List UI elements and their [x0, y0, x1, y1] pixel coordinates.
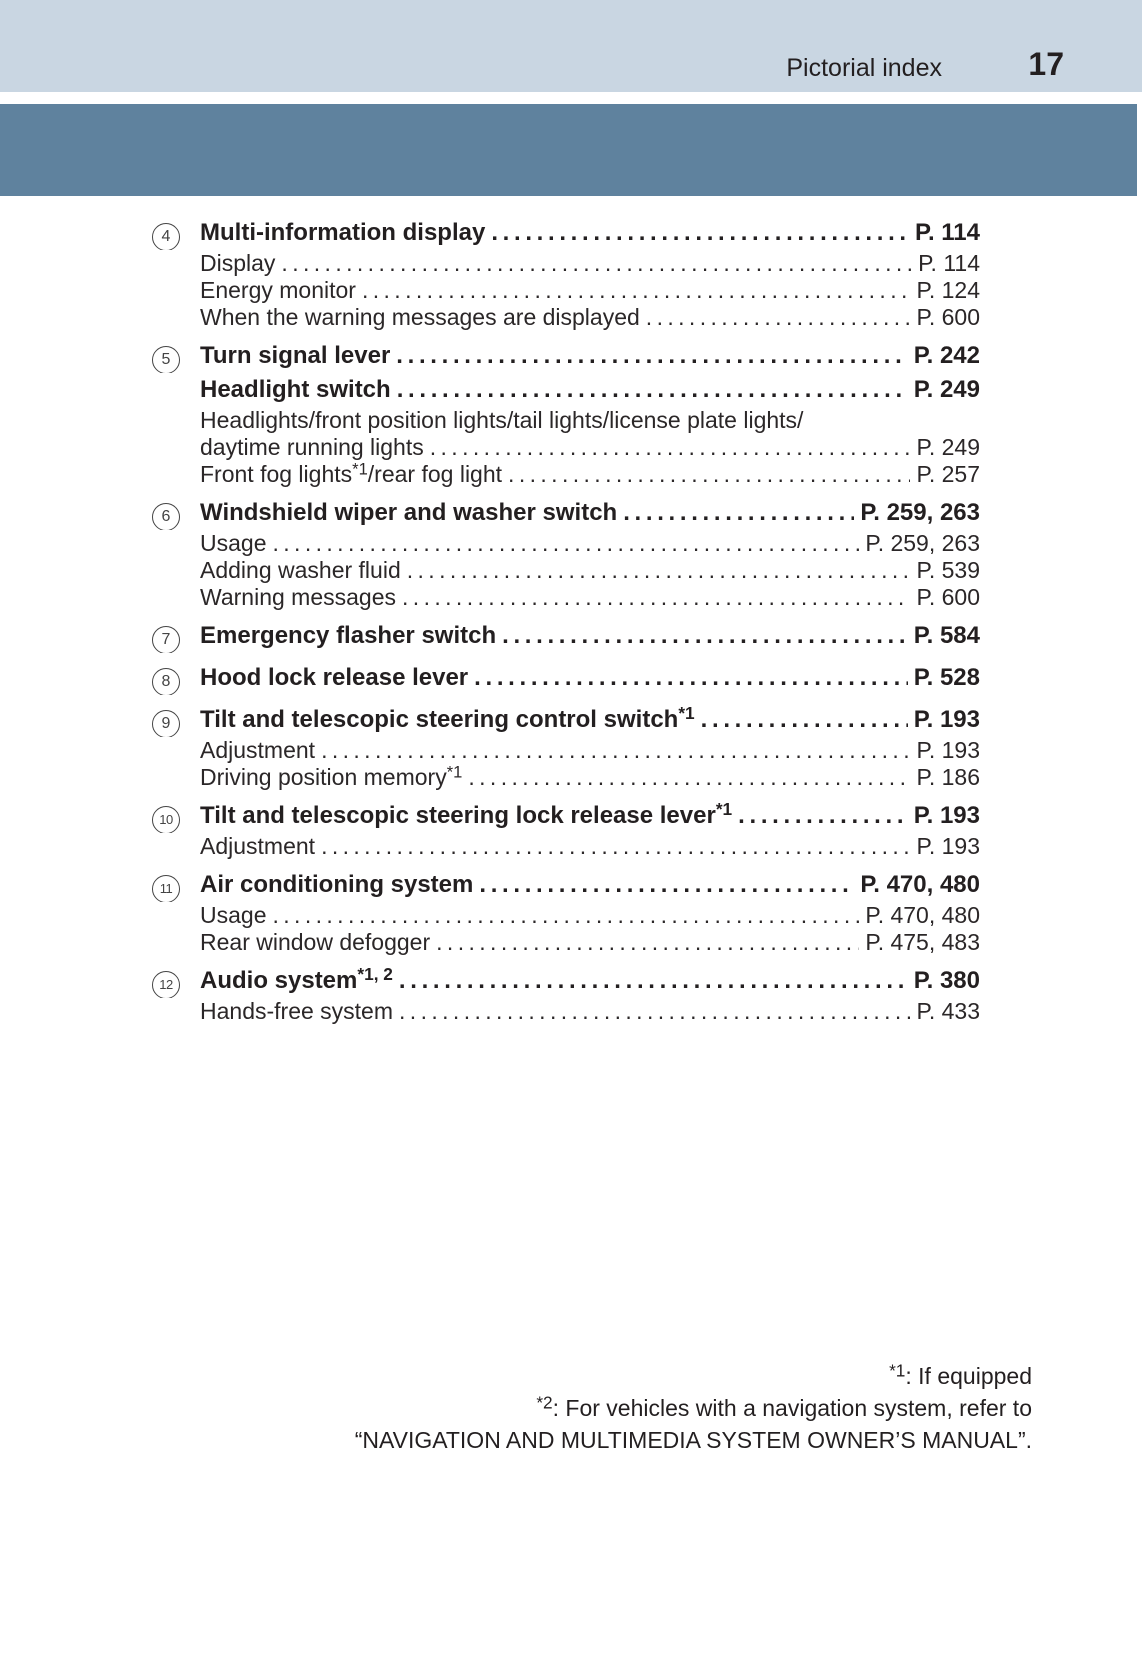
page-reference[interactable]: P. 259, 263 [865, 530, 980, 556]
sub-entry-label: Warning messages [200, 584, 397, 610]
sub-entry-label: Rear window defogger [200, 929, 431, 955]
callout-number-9: 9 [152, 710, 180, 737]
sub-entry-label: Adding washer fluid [200, 557, 401, 583]
footnote-2: $^{*2}$: For vehicles with a navigation system, refer to [536, 1392, 1032, 1421]
dot-leader [272, 530, 859, 557]
sub-entry[interactable] [152, 277, 980, 304]
index-entry[interactable] [152, 799, 980, 833]
page-reference[interactable]: P. 257 [916, 461, 980, 487]
dot-leader [502, 619, 908, 653]
page-reference[interactable]: P. 470, 480 [865, 902, 980, 928]
sub-entry[interactable] [152, 557, 980, 584]
sub-entry-label: Front fog lights$^{*1}$/rear fog light [200, 461, 503, 487]
index-entry[interactable] [152, 964, 980, 998]
dot-leader [646, 304, 911, 331]
page-reference[interactable]: P. 259, 263 [860, 499, 980, 526]
page-reference[interactable]: P. 114 [915, 219, 980, 246]
entry-title: Hood lock release lever [200, 664, 469, 691]
entry-title: Headlight switch [200, 376, 391, 403]
dot-leader [281, 250, 912, 277]
dot-leader [491, 216, 909, 250]
page-reference[interactable]: P. 600 [916, 304, 980, 330]
page-reference[interactable]: P. 114 [918, 250, 980, 276]
page-number: 17 [1028, 46, 1064, 82]
page-reference[interactable]: P. 124 [916, 277, 980, 303]
page-reference[interactable]: P. 186 [916, 764, 980, 790]
index-group-8 [152, 661, 980, 695]
sub-entry[interactable] [152, 461, 980, 488]
index-entry[interactable] [152, 339, 980, 373]
dot-leader [407, 557, 911, 584]
entry-title: Windshield wiper and washer switch [200, 499, 618, 526]
index-entry[interactable] [152, 661, 980, 695]
sub-entry-label: daytime running lights [200, 434, 424, 460]
dot-leader [362, 277, 911, 304]
sub-entry[interactable] [152, 250, 980, 277]
dot-leader [738, 799, 908, 833]
sub-entry-label: Driving position memory$^{*1}$ [200, 764, 463, 790]
sub-entry[interactable] [152, 929, 980, 956]
page-reference[interactable]: P. 433 [916, 998, 980, 1024]
sub-entry-line [152, 407, 980, 434]
dot-leader [396, 339, 907, 373]
dot-leader [321, 737, 910, 764]
sub-entry-label: Display [200, 250, 276, 276]
footnote-marker: *1, 2 [357, 964, 393, 985]
page-reference[interactable]: P. 528 [913, 664, 980, 691]
footnote-marker: *1 [678, 703, 695, 724]
page-reference[interactable]: P. 249 [916, 434, 980, 460]
dot-leader [399, 964, 908, 998]
dot-leader [623, 496, 854, 530]
entry-title: Emergency flasher switch [200, 622, 497, 649]
entry-title: Tilt and telescopic steering lock release lever$^{*1}$ [200, 799, 733, 829]
page-reference[interactable]: P. 539 [916, 557, 980, 583]
sub-entry-label: When the warning messages are displayed [200, 304, 640, 330]
dot-leader [468, 764, 910, 791]
index-entry[interactable] [152, 619, 980, 653]
entry-title: Air conditioning system [200, 871, 474, 898]
dot-leader [701, 703, 908, 737]
page-reference[interactable]: P. 193 [916, 737, 980, 763]
entry-title: Multi-information display [200, 219, 486, 246]
page-reference[interactable]: P. 584 [913, 622, 980, 649]
callout-number-6: 6 [152, 503, 180, 530]
dot-leader [397, 373, 908, 407]
callout-number-11: 11 [152, 875, 180, 902]
sub-entry[interactable] [152, 764, 980, 791]
sub-entry[interactable] [152, 902, 980, 929]
sub-entry[interactable] [152, 530, 980, 557]
section-title: Pictorial index [786, 54, 942, 82]
dot-leader [272, 902, 859, 929]
sub-entry[interactable] [152, 304, 980, 331]
page-reference[interactable]: P. 193 [913, 706, 980, 733]
dot-leader [508, 461, 910, 488]
index-group-12 [152, 964, 980, 1025]
sub-entry-label: Hands-free system [200, 998, 394, 1024]
index-group-4 [152, 216, 980, 331]
page-reference[interactable]: P. 470, 480 [860, 871, 980, 898]
sub-entry[interactable] [152, 737, 980, 764]
sub-entry[interactable] [152, 998, 980, 1025]
index-entry[interactable] [152, 373, 980, 407]
sub-entry[interactable] [152, 434, 980, 461]
sub-entry[interactable] [152, 584, 980, 611]
callout-number-10: 10 [152, 806, 180, 833]
footnote-1: $^{*1}$: If equipped [889, 1360, 1032, 1389]
index-group-5 [152, 339, 980, 488]
footnotes [355, 1360, 1032, 1456]
callout-number-8: 8 [152, 668, 180, 695]
page-reference[interactable]: P. 249 [913, 376, 980, 403]
page-reference[interactable]: P. 475, 483 [865, 929, 980, 955]
callout-number-4: 4 [152, 223, 180, 250]
pictorial-index-list [152, 216, 980, 1033]
callout-number-12: 12 [152, 971, 180, 998]
section-color-band [0, 104, 1137, 196]
footnote-marker: *1 [352, 461, 368, 479]
dot-leader [474, 661, 908, 695]
callout-number-7: 7 [152, 626, 180, 653]
sub-entry-label: Energy monitor [200, 277, 356, 303]
callout-number-5: 5 [152, 346, 180, 373]
index-entry[interactable] [152, 496, 980, 530]
dot-leader [402, 584, 910, 611]
index-group-7 [152, 619, 980, 653]
footnote-marker: *1 [446, 764, 463, 782]
sub-entry[interactable] [152, 833, 980, 860]
sub-entry-label: Adjustment [200, 833, 316, 859]
page-reference[interactable]: P. 193 [913, 802, 980, 829]
footnote-2-continued: “NAVIGATION AND MULTIMEDIA SYSTEM OWNER’S MANUAL”. [354, 1427, 1032, 1453]
sub-entry-label: Usage [200, 902, 267, 928]
index-group-6 [152, 496, 980, 611]
dot-leader [436, 929, 859, 956]
index-entry[interactable] [152, 703, 980, 737]
dot-leader [479, 868, 854, 902]
header-divider [0, 92, 1142, 104]
dot-leader [321, 833, 910, 860]
sub-entry-label: Usage [200, 530, 267, 556]
entry-title: Turn signal lever [200, 342, 391, 369]
header-band [0, 0, 1142, 92]
dot-leader [399, 998, 910, 1025]
page-reference[interactable]: P. 380 [913, 967, 980, 994]
index-entry[interactable] [152, 868, 980, 902]
sub-entry-label: Headlights/front position lights/tail lights/license plate lights/ [200, 407, 804, 433]
index-group-11 [152, 868, 980, 956]
entry-title: Audio system$^{*1, 2}$ [200, 964, 393, 994]
page-reference[interactable]: P. 193 [916, 833, 980, 859]
index-group-9 [152, 703, 980, 791]
sub-entry-label: Adjustment [200, 737, 316, 763]
page-reference[interactable]: P. 242 [913, 342, 980, 369]
entry-title: Tilt and telescopic steering control switch$^{*1}$ [200, 703, 695, 733]
index-group-10 [152, 799, 980, 860]
footnote-marker: *1 [715, 799, 733, 820]
page-reference[interactable]: P. 600 [916, 584, 980, 610]
dot-leader [430, 434, 911, 461]
index-entry[interactable] [152, 216, 980, 250]
